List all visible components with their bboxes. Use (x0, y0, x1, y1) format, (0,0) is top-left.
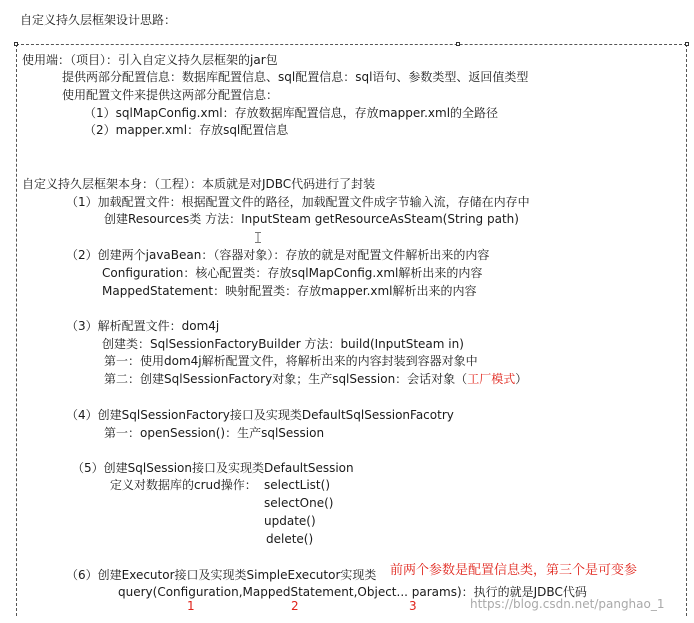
step6-title: （6）创建Executor接口及实现类SimpleExecutor实现类 (66, 568, 377, 582)
csdn-watermark: https://blog.csdn.net/panghao_1 (470, 597, 665, 611)
client-item-sqlmapconfig: （1）sqlMapConfig.xml：存放数据库配置信息，存放mapper.xml的全路径 (84, 106, 499, 120)
factory-pattern-highlight: 工厂模式 (467, 372, 516, 386)
frame-handle-top-right[interactable] (685, 42, 689, 46)
step5-title: （5）创建SqlSession接口及实现类DefaultSession (72, 461, 354, 475)
method-delete: delete() (266, 532, 314, 546)
framework-heading: 自定义持久层框架本身：（工程）：本质就是对JDBC代码进行了封装 (22, 177, 376, 191)
step5-crud-label: 定义对数据库的crud操作： (110, 478, 257, 492)
method-update: update() (264, 514, 316, 528)
step1-detail: 创建Resources类 方法：InputSteam getResourceAsSteam(String path) (104, 212, 519, 226)
step4-opensession: 第一：openSession()：生产sqlSession (104, 426, 325, 440)
frame-handle-top-center[interactable] (456, 42, 460, 46)
page-title: 自定义持久层框架设计思路： (20, 13, 177, 27)
text-cursor-icon (255, 232, 261, 243)
step3-factory-suffix: ） (515, 372, 528, 386)
step1-title: （1）加载配置文件：根据配置文件的路径，加载配置文件成字节输入流，存储在内存中 (66, 195, 530, 209)
step3-factory (104, 371, 527, 387)
param-marker-2: 2 (291, 599, 299, 613)
step6-query: query(Configuration,MappedStatement,Object... params)：执行的就是JDBC代码 (118, 585, 587, 599)
method-selectone: selectOne() (264, 496, 334, 510)
frame-handle-top-left[interactable] (14, 42, 18, 46)
step4-title: （4）创建SqlSessionFactory接口及实现类DefaultSqlSessionFacotry (66, 408, 454, 422)
client-heading: 使用端：（项目）：引入自定义持久层框架的jar包 (22, 53, 278, 67)
step2-configuration: Configuration：核心配置类：存放sqlMapConfig.xml解析出来的内容 (102, 266, 483, 280)
step3-factory-prefix: 第二：创建SqlSessionFactory对象；生产sqlSession：会话对象（ (104, 372, 468, 386)
client-item-mapper: （2）mapper.xml：存放sql配置信息 (84, 123, 289, 137)
client-config-info: 提供两部分配置信息：数据库配置信息、sql配置信息：sql语句、参数类型、返回值类型 (62, 70, 529, 84)
param-marker-1: 1 (187, 599, 195, 613)
client-config-files: 使用配置文件来提供这两部分配置信息： (62, 88, 279, 102)
param-marker-3: 3 (409, 599, 417, 613)
step3-parse: 第一：使用dom4j解析配置文件，将解析出来的内容封装到容器对象中 (104, 354, 478, 368)
step3-title: （3）解析配置文件：dom4j (66, 319, 220, 333)
method-selectlist: selectList() (264, 478, 330, 492)
step3-builder: 创建类：SqlSessionFactoryBuilder 方法：build(InputSteam in) (102, 337, 464, 351)
step6-annotation: 前两个参数是配置信息类，第三个是可变参 (390, 563, 638, 578)
step2-title: （2）创建两个javaBean：（容器对象）：存放的就是对配置文件解析出来的内容 (66, 248, 490, 262)
step2-mappedstatement: MappedStatement：映射配置类：存放mapper.xml解析出来的内容 (102, 284, 477, 298)
